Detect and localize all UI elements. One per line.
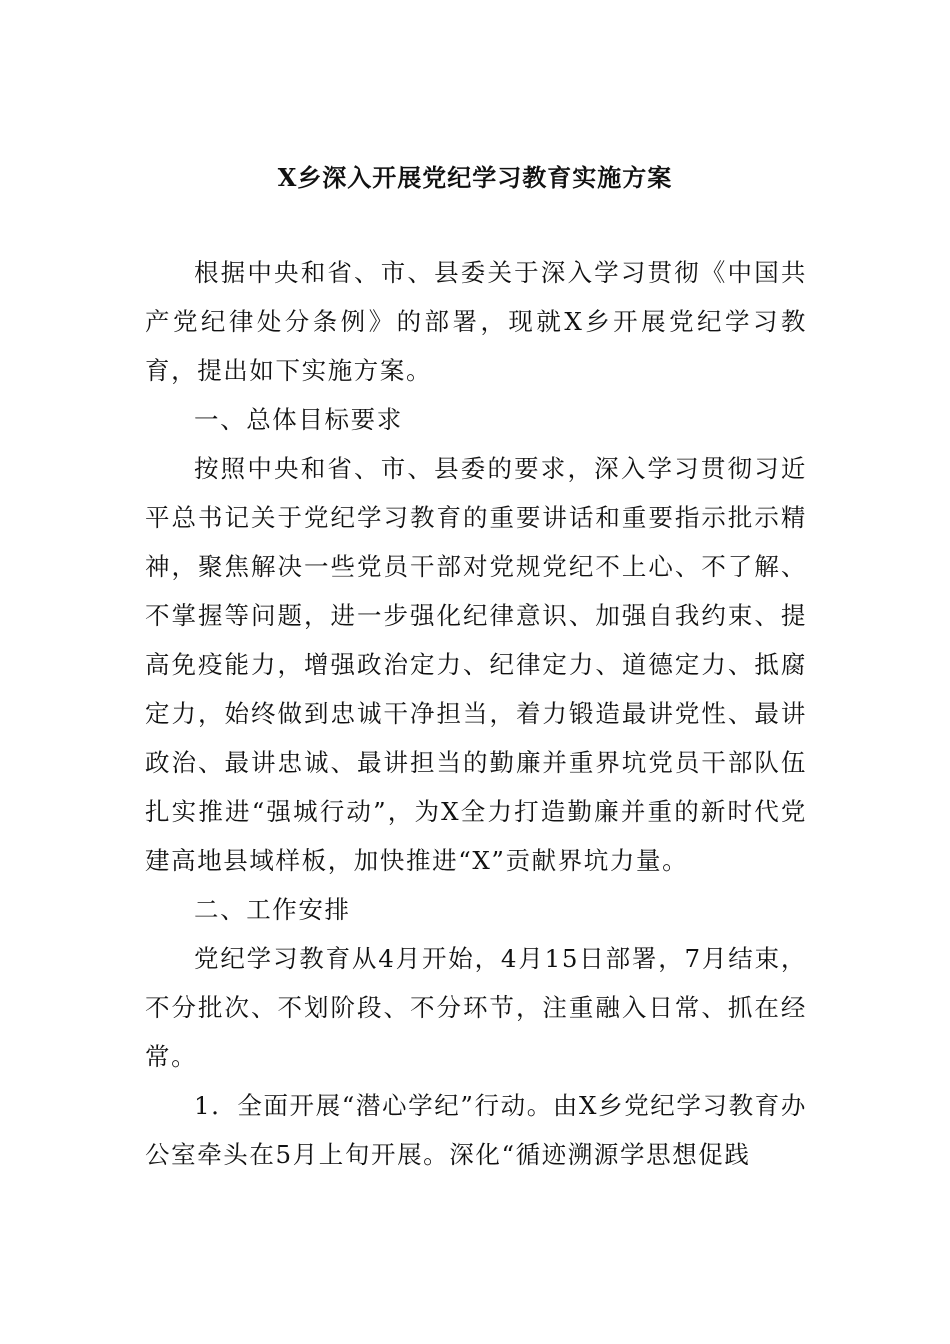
- paragraph-goals: 按照中央和省、市、县委的要求，深入学习贯彻习近平总书记关于党纪学习教育的重要讲话和重要指示批示精神，聚焦解决一些党员干部对党规党纪不上心、不了解、不掌握等问题，进一步强化纪律意识、加强自我约束、提高免疫能力，增强政治定力、纪律定力、道德定力、抵腐定力，始终做到忠诚干净担当，着力锻造最讲党性、最讲政治、最讲忠诚、最讲担当的勤廉并重界坑党员干部队伍扎实推进“强城行动”，为X全力打造勤廉并重的新时代党建高地县域样板，加快推进“X”贡献界坑力量。: [145, 454, 807, 875]
- paragraph-schedule: 党纪学习教育从4月开始，4月15日部署，7月结束，不分批次、不划阶段、不分环节，注重融入日常、抓在经常。: [145, 944, 807, 1071]
- paragraph-intro: 根据中央和省、市、县委关于深入学习贯彻《中国共产党纪律处分条例》的部署，现就X乡开展党纪学习教育，提出如下实施方案。: [145, 258, 807, 385]
- paragraph-item-1: 1．全面开展“潜心学纪”行动。由X乡党纪学习教育办公室牵头在5月上旬开展。深化“循迹溯源学思想促践: [145, 1091, 807, 1169]
- document-body: [145, 248, 807, 1179]
- document-title: X乡深入开展党纪学习教育实施方案: [277, 163, 673, 192]
- section-heading-2: 二、工作安排: [194, 895, 351, 924]
- section-heading-1: 一、总体目标要求: [194, 405, 403, 434]
